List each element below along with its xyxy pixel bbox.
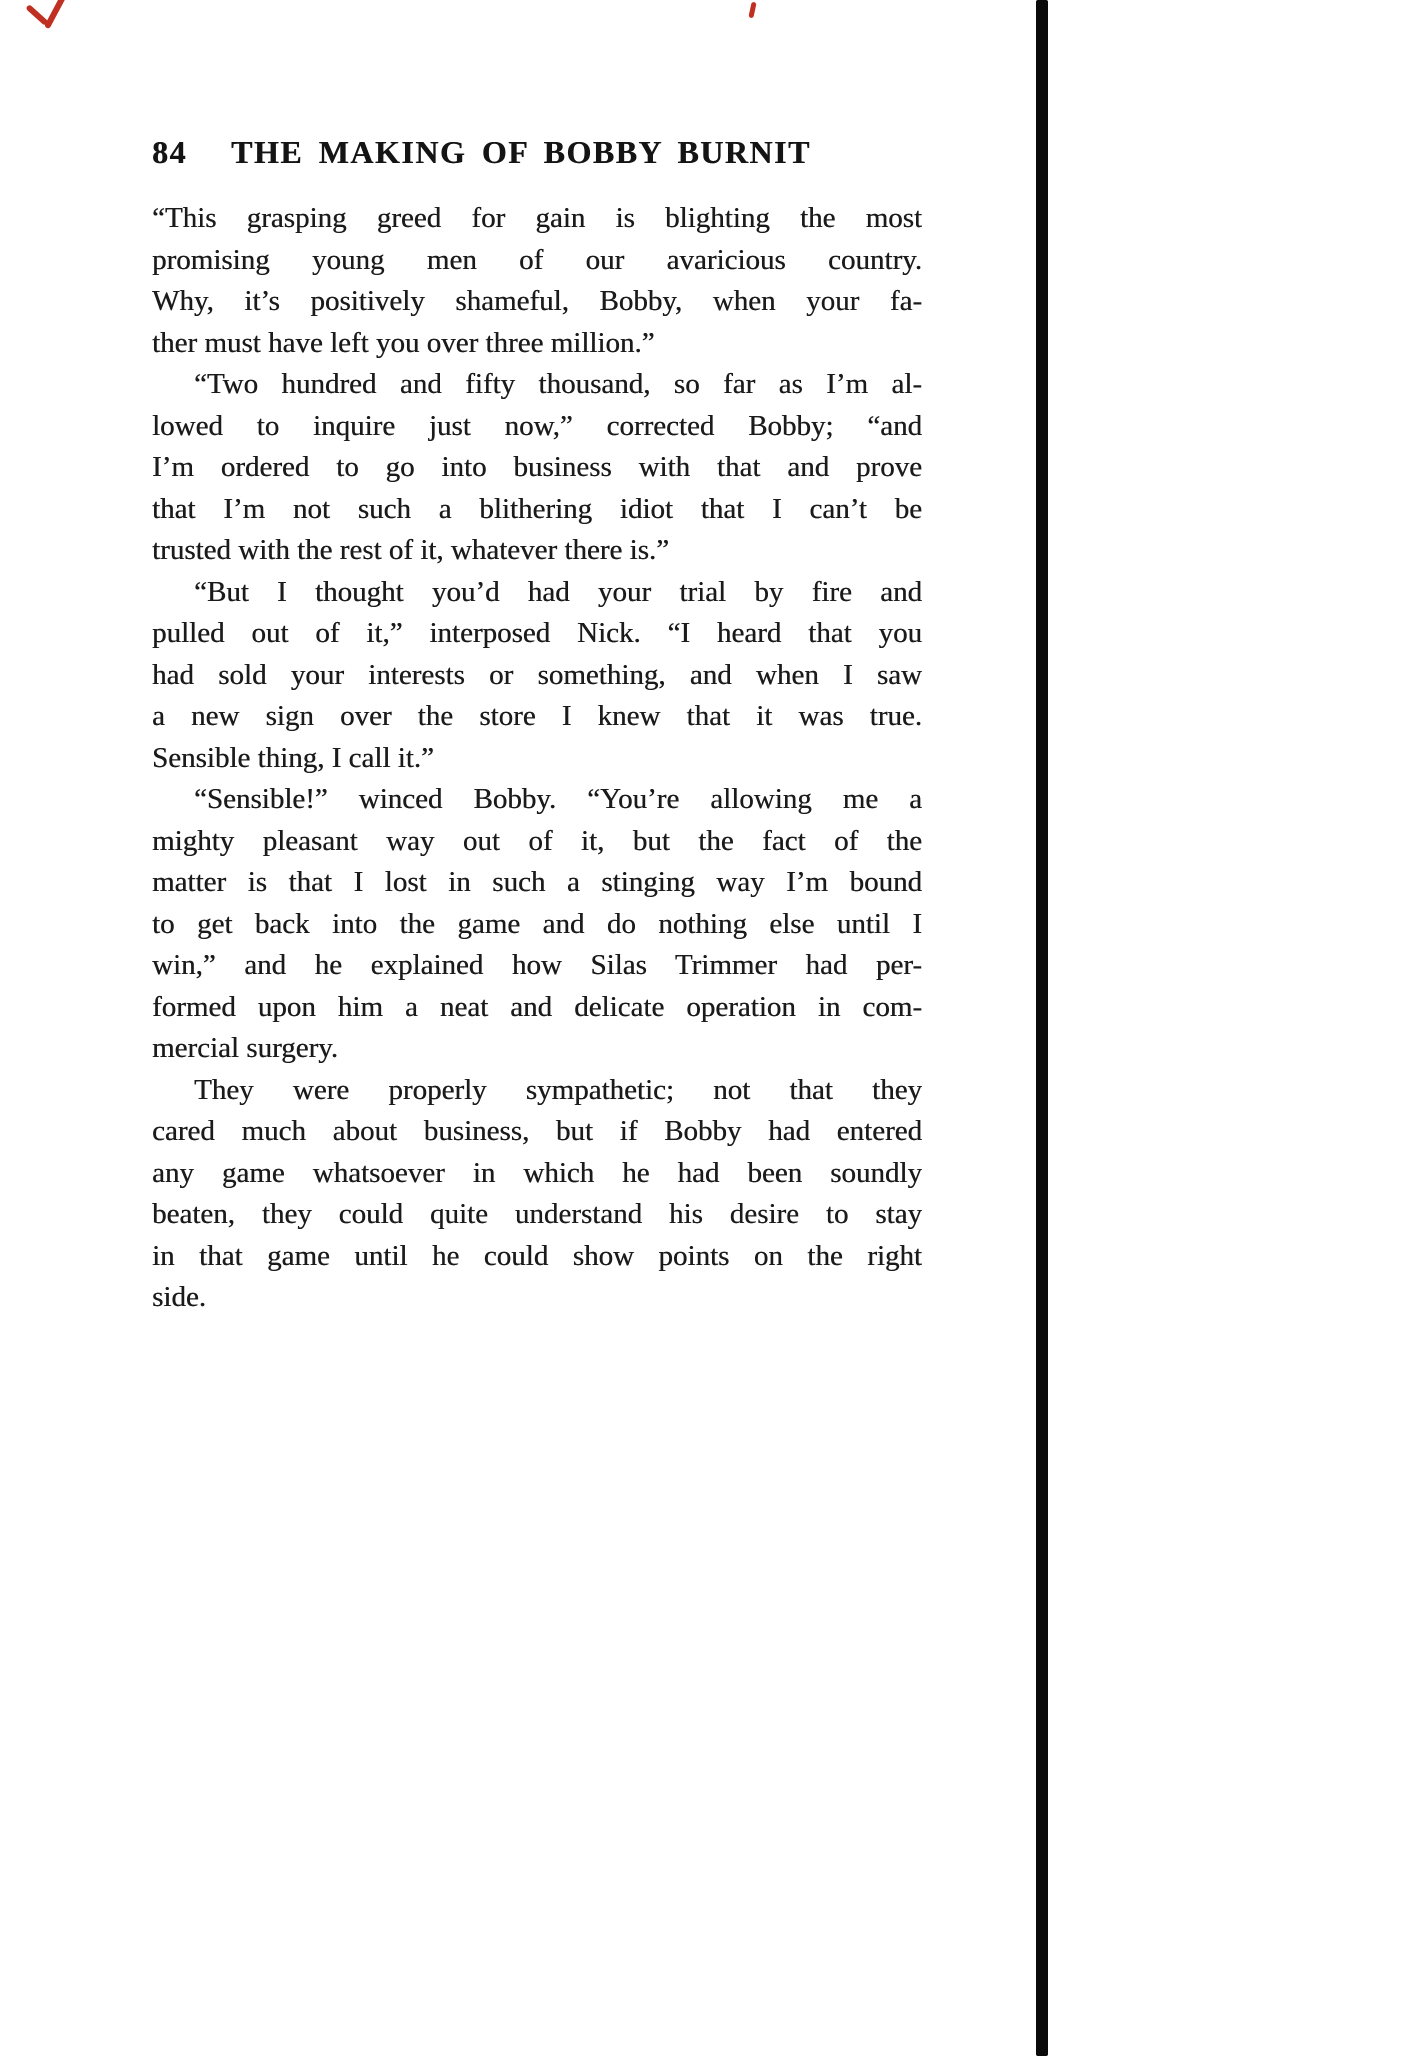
text-line: beaten, they could quite understand his desire to stay	[152, 1198, 922, 1230]
red-ink-mark	[746, 2, 760, 22]
paragraph	[152, 364, 922, 572]
page-header	[152, 134, 922, 171]
page-title: THE MAKING OF BOBBY BURNIT	[231, 134, 811, 170]
text-line: “Sensible!” winced Bobby. “You’re allowing me a	[194, 783, 922, 815]
text-line: any game whatsoever in which he had been soundly	[152, 1156, 922, 1189]
text-line: I’m ordered to go into business with that and prove	[152, 451, 922, 483]
text-line: mighty pleasant way out of it, but the fact of the	[152, 824, 922, 857]
text-line: ther must have left you over three million.”	[152, 326, 655, 359]
text-line: Sensible thing, I call it.”	[152, 741, 434, 774]
paragraph	[152, 1070, 922, 1319]
text-line: promising young men of our avaricious country.	[152, 243, 922, 276]
text-line: win,” and he explained how Silas Trimmer had per-	[152, 949, 922, 981]
text-line: formed upon him a neat and delicate operation in com-	[152, 990, 922, 1023]
text-line: lowed to inquire just now,” corrected Bobby; “and	[152, 409, 922, 442]
text-line: mercial surgery.	[152, 1032, 339, 1064]
text-line: “But I thought you’d had your trial by fire and	[194, 575, 922, 608]
red-ink-stroke	[44, 0, 66, 29]
paragraph	[152, 198, 922, 364]
red-ink-stroke	[748, 2, 756, 19]
text-line: in that game until he could show points on the right	[152, 1239, 922, 1272]
text-line: that I’m not such a blithering idiot that I can’t be	[152, 492, 922, 525]
paragraph	[152, 779, 922, 1070]
text-line: a new sign over the store I knew that it was true.	[152, 700, 922, 732]
text-line: “This grasping greed for gain is blighting the most	[152, 202, 922, 234]
text-line: trusted with the rest of it, whatever there is.”	[152, 534, 670, 566]
text-line: Why, it’s positively shameful, Bobby, when your fa-	[152, 285, 922, 317]
text-line: pulled out of it,” interposed Nick. “I heard that you	[152, 617, 922, 649]
text-block	[152, 198, 922, 1319]
text-line: matter is that I lost in such a stinging way I’m bound	[152, 866, 922, 898]
text-line: They were properly sympathetic; not that they	[194, 1073, 922, 1106]
text-line: “Two hundred and fifty thousand, so far as I’m al-	[194, 368, 922, 400]
text-line: to get back into the game and do nothing else until I	[152, 907, 922, 940]
binding-edge-bar	[1036, 0, 1048, 2056]
paragraph	[152, 572, 922, 780]
red-ink-mark	[18, 0, 78, 38]
text-line: had sold your interests or something, and when I saw	[152, 658, 922, 691]
red-ink-stroke	[25, 4, 48, 26]
text-line: cared much about business, but if Bobby had entered	[152, 1115, 922, 1147]
page-number: 84	[152, 134, 187, 170]
text-line: side.	[152, 1281, 206, 1313]
